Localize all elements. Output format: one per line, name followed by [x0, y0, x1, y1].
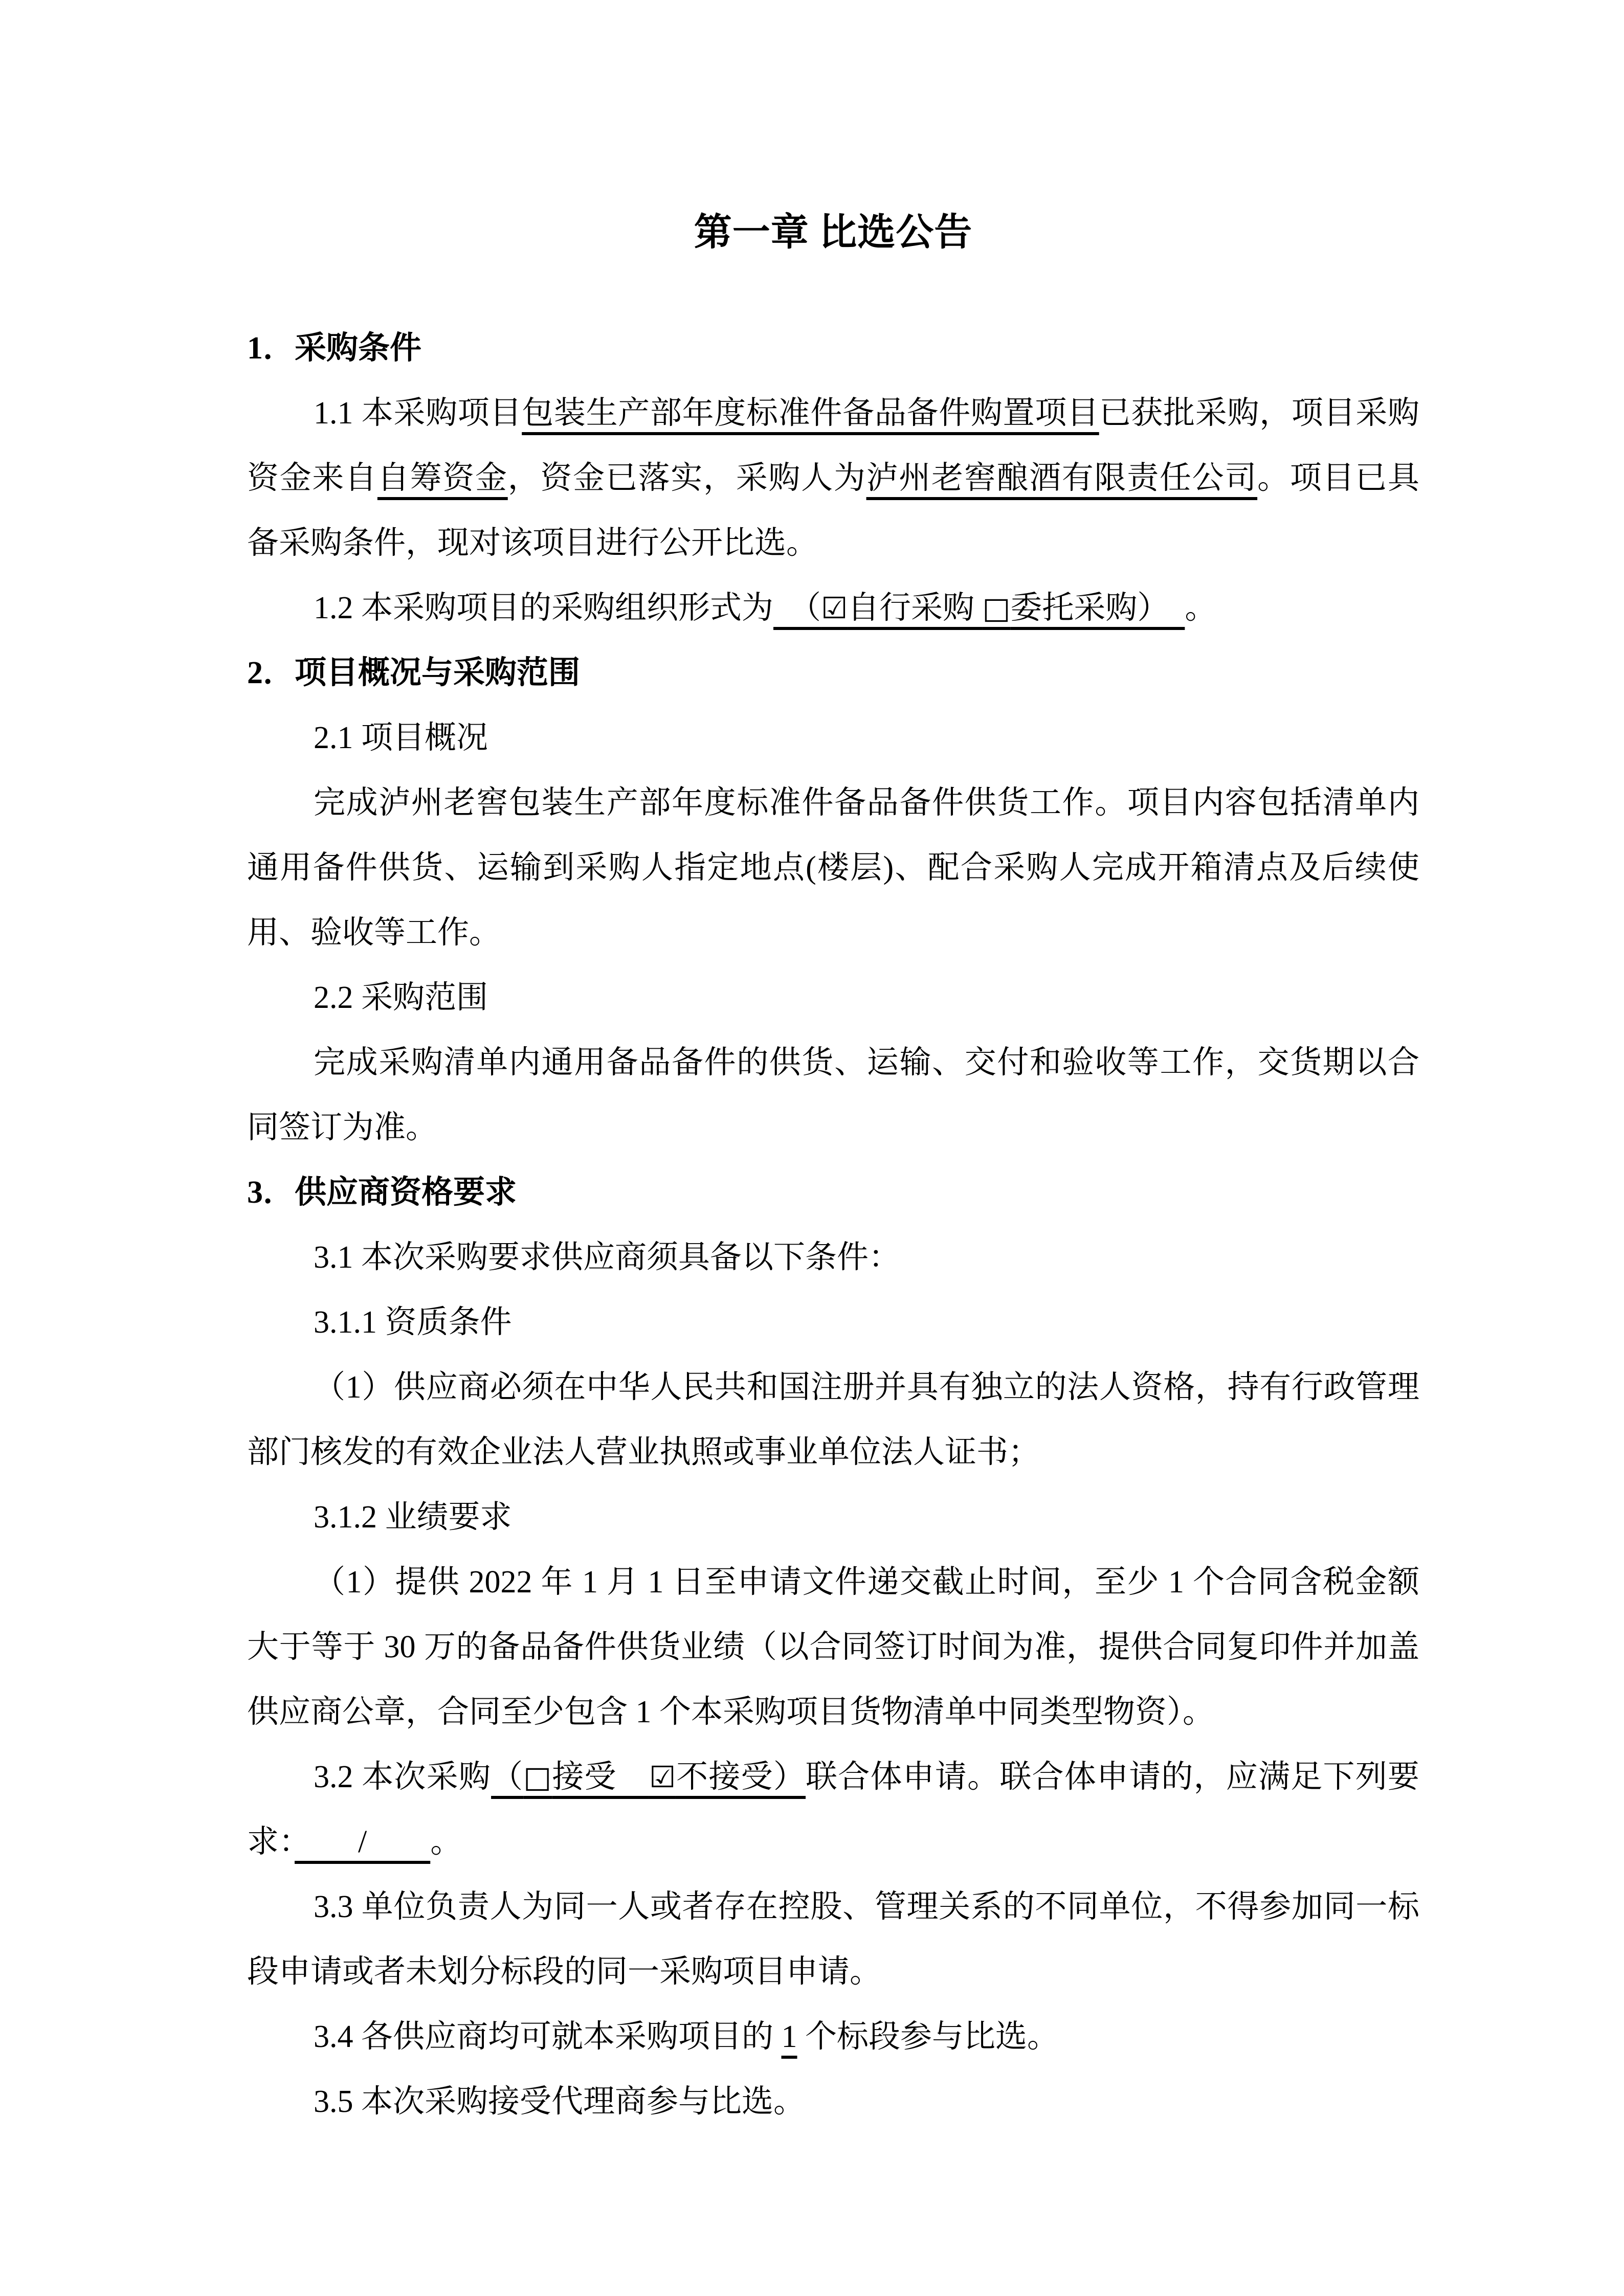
text-run: （ — [773, 591, 821, 625]
text-run: 自行采购 — [848, 591, 983, 625]
paragraph — [247, 1550, 1419, 1745]
text-run: 3.2 本次采购 — [314, 1760, 492, 1794]
text-run: 联合体申请。联合体申请的，应满足下列要求： — [247, 1760, 1419, 1859]
text-run: 1.2 本采购项目的采购组织形式为 — [314, 591, 774, 625]
text-run: 自筹资金 — [377, 461, 508, 496]
text-run: 3.3 单位负责人为同一人或者存在控股、管理关系的不同单位，不得参加同一标段申请或者未划分标段的同一采购项目申请。 — [247, 1889, 1419, 1989]
paragraph — [247, 2069, 1419, 2134]
text-run: 3.1 本次采购要求供应商须具备以下条件： — [314, 1240, 901, 1275]
paragraph — [247, 1485, 1419, 1550]
paragraph — [247, 381, 1419, 576]
paragraph — [247, 1355, 1419, 1485]
section-heading — [247, 1160, 1419, 1225]
text-run: 。项目已具备采购条件，现对该项目进行公开比选。 — [247, 461, 1419, 560]
text-run: ，资金已落实，采购人为 — [507, 461, 866, 496]
text-run: 1.1 本采购项目 — [314, 396, 522, 431]
text-run: 不接受） — [675, 1760, 806, 1794]
document-body — [247, 316, 1419, 2134]
paragraph — [247, 2005, 1419, 2069]
checkbox-checked-icon: ☑ — [821, 591, 848, 625]
text-run: 3.1.2 业绩要求 — [314, 1500, 512, 1535]
text-run: 1．采购条件 — [247, 331, 422, 366]
text-run: 委托采购） — [1010, 591, 1185, 625]
text-run: 完成采购清单内通用备品备件的供货、运输、交付和验收等工作，交货期以合同签订为准。 — [247, 1045, 1419, 1145]
checkbox-unchecked-icon: □ — [523, 1760, 552, 1794]
text-run: 。 — [430, 1825, 462, 1859]
text-run: 2.2 采购范围 — [314, 980, 488, 1015]
text-run: 3．供应商资格要求 — [247, 1175, 517, 1210]
paragraph — [247, 1875, 1419, 2005]
text-run: （1）提供 2022 年 1 月 1 日至申请文件递交截止时间，至少 1 个合同含税金额大于等于 30 万的备品备件供货业绩（以合同签订时间为准，提供合同复印件并加盖供应商公章，合同至少包含 1 个本采购项目货物清单中同类型物资）。 — [247, 1565, 1419, 1729]
section-heading — [247, 641, 1419, 706]
text-run: （1）供应商必须在中华人民共和国注册并具有独立的法人资格，持有行政管理部门核发的有效企业法人营业执照或事业单位法人证书； — [247, 1370, 1419, 1470]
paragraph — [247, 771, 1419, 965]
text-run: 。 — [1185, 591, 1217, 625]
text-run: 包装生产部年度标准件备品备件购置项目 — [522, 396, 1099, 431]
text-run: （ — [491, 1760, 524, 1794]
text-run: 接受 — [552, 1760, 649, 1794]
text-run: 3.1.1 资质条件 — [314, 1305, 512, 1340]
text-run: 1 — [781, 2019, 797, 2054]
paragraph — [247, 1745, 1419, 1875]
paragraph — [247, 706, 1419, 771]
text-run: 3.5 本次采购接受代理商参与比选。 — [314, 2084, 806, 2119]
checkbox-unchecked-icon: □ — [982, 591, 1011, 625]
text-run: 3.4 各供应商均可就本采购项目的 — [314, 2019, 782, 2054]
text-run: 泸州老窖酿酒有限责任公司 — [866, 461, 1258, 496]
text-run: / — [295, 1825, 431, 1859]
text-run: 个标段参与比选。 — [797, 2019, 1059, 2054]
text-run: 2.1 项目概况 — [314, 721, 488, 755]
text-run: 完成泸州老窖包装生产部年度标准件备品备件供货工作。项目内容包括清单内通用备件供货、运输到采购人指定地点(楼层)、配合采购人完成开箱清点及后续使用、验收等工作。 — [247, 785, 1419, 950]
paragraph — [247, 965, 1419, 1030]
document-title: 第一章 比选公告 — [694, 212, 973, 254]
checkbox-checked-icon: ☑ — [649, 1760, 676, 1794]
section-heading — [247, 316, 1419, 381]
text-run: 2．项目概况与采购范围 — [247, 656, 581, 690]
paragraph — [247, 576, 1419, 641]
text-run: 已获批采购，项目采购资金来自 — [247, 396, 1419, 496]
paragraph — [247, 1225, 1419, 1290]
paragraph — [247, 1290, 1419, 1355]
paragraph — [247, 1030, 1419, 1160]
